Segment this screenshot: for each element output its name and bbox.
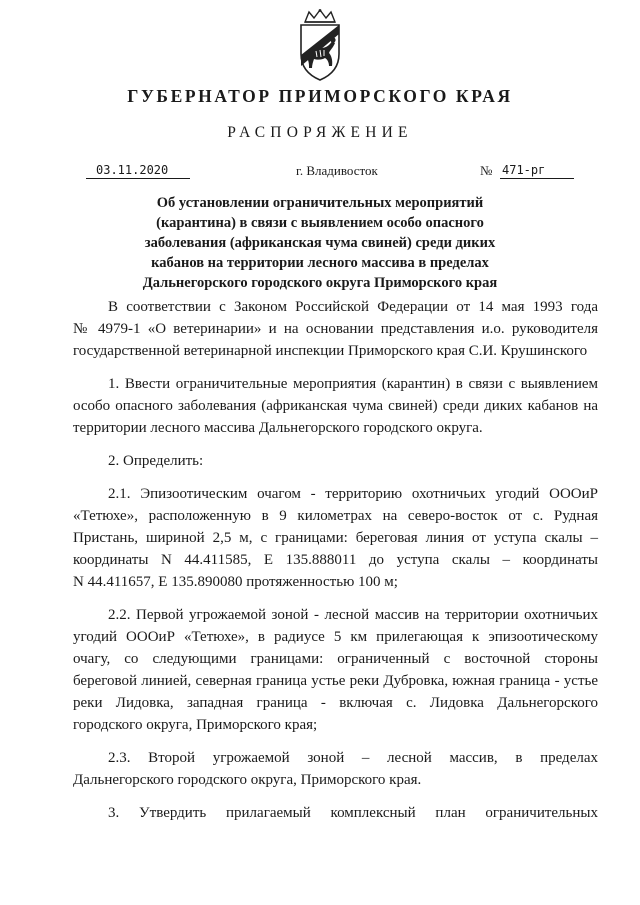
text-line: Пристань, шириной 2,5 м, с границами: береговая линия от уступа скалы – — [73, 530, 598, 546]
coat-of-arms-emblem — [297, 8, 343, 82]
subject-line: заболевания (африканская чума свиней) среди диких — [144, 235, 496, 251]
paragraph-preamble — [73, 296, 598, 362]
document-type: РАСПОРЯЖЕНИЕ — [227, 124, 413, 141]
paragraph-item-2-2 — [73, 604, 598, 736]
subject-line: Об установлении ограничительных мероприятий — [156, 195, 484, 211]
text-line: государственной ветеринарной инспекции Приморского края С.И. Крушинского — [73, 343, 588, 359]
text-line: N 44.411657, E 135.890080 протяженностью 100 м; — [73, 574, 398, 590]
subject-line: Дальнегорского городского округа Приморского края — [142, 275, 498, 291]
text-line: очагу, со следующими границами: ограниченный с восточной стороны — [73, 651, 598, 667]
text-line: «Тетюхе», расположенную в 9 километрах на северо-восток от с. Рудная — [73, 508, 598, 524]
text-line: Дальнегорского городского округа, Приморского края. — [73, 772, 422, 788]
document-meta — [0, 163, 640, 185]
paragraph-item-2-1 — [73, 483, 598, 593]
subject-line: (карантина) в связи с выявлением особо опасного — [156, 215, 484, 231]
document-subject — [120, 193, 520, 293]
text-line: № 4979-1 «О ветеринарии» и на основании представления и.о. руководителя — [73, 321, 598, 337]
paragraph-item-1 — [73, 373, 598, 439]
text-line: территории лесного массива Дальнегорского городского округа. — [73, 420, 483, 436]
text-line: 1. Ввести ограничительные мероприятия (карантин) в связи с выявлением — [108, 376, 598, 392]
paragraph-item-2 — [73, 450, 598, 472]
text-line: 2.3. Второй угрожаемой зоной – лесной массив, в пределах — [108, 750, 598, 766]
governor-title: ГУБЕРНАТОР ПРИМОРСКОГО КРАЯ — [127, 86, 513, 106]
text-line: береговой линией, северная граница устье реки Дубровка, южная граница - устье — [73, 673, 598, 689]
text-line: 2. Определить: — [108, 453, 204, 469]
document-number-label: № — [480, 163, 493, 178]
paragraph-item-2-3 — [73, 747, 598, 791]
subject-line: кабанов на территории лесного массива в пределах — [151, 255, 489, 271]
text-line: особо опасного заболевания (африканская чума свиней) среди диких кабанов на — [73, 398, 598, 414]
text-line: В соответствии с Законом Российской Федерации от 14 мая 1993 года — [108, 299, 598, 315]
document-body — [73, 296, 598, 835]
text-line: координаты N 44.411585, E 135.888011 до уступа скалы – координаты — [73, 552, 598, 568]
text-line: угодий ОООиР «Тетюхе», в радиусе 5 км прилегающая к эпизоотическому — [73, 629, 598, 645]
document-number: 471-рг — [500, 162, 574, 179]
text-line: 2.1. Эпизоотическим очагом - территорию охотничьих угодий ОООиР — [108, 486, 598, 502]
paragraph-item-3 — [73, 802, 598, 824]
text-line: реки Лидовка, западная граница - включая с. Лидовка Дальнегорского — [73, 695, 598, 711]
text-line: 3. Утвердить прилагаемый комплексный план ограничительных — [108, 805, 598, 821]
document-date: 03.11.2020 — [86, 162, 190, 179]
document-city: г. Владивосток — [296, 163, 378, 178]
text-line: 2.2. Первой угрожаемой зоной - лесной массив на территории охотничьих — [108, 607, 598, 623]
text-line: городского округа, Приморского края; — [73, 717, 318, 733]
